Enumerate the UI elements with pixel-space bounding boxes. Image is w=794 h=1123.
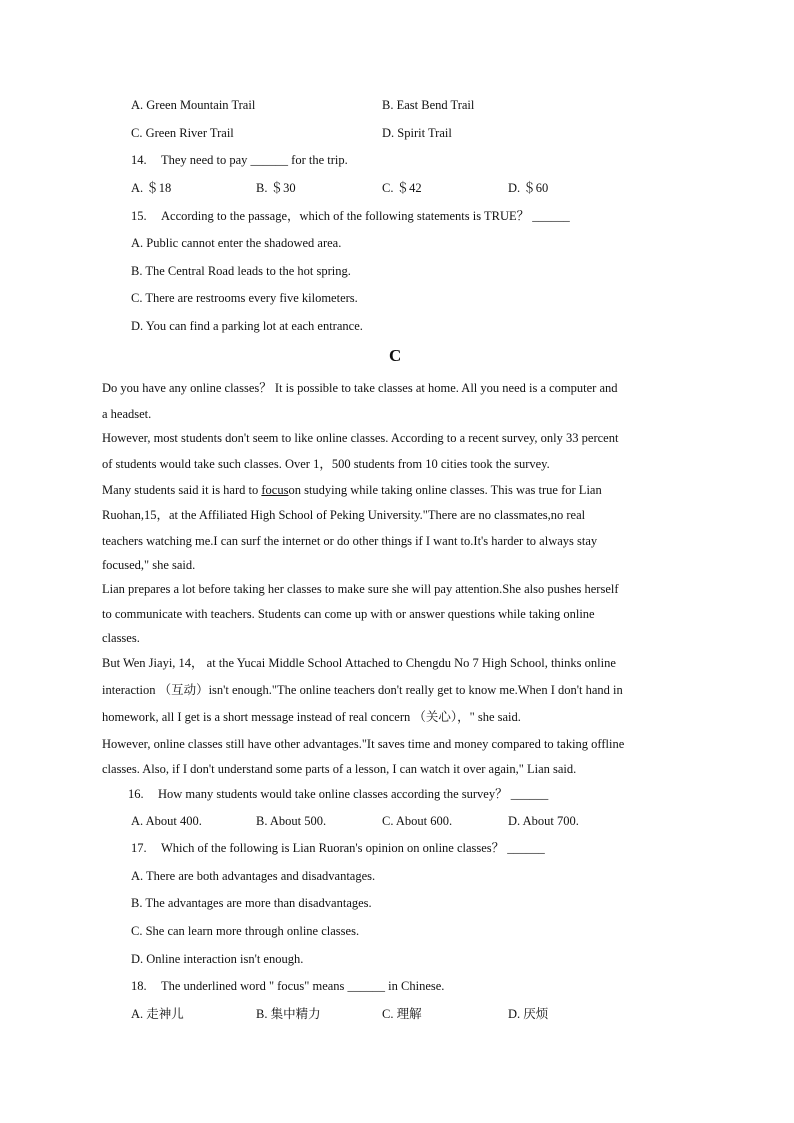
q17-number: 17.	[131, 841, 147, 855]
q16-option-a: A. About 400.	[131, 814, 202, 828]
passage-p4-line3: classes.	[102, 631, 140, 645]
q18-option-c: C. 理解	[382, 1007, 422, 1021]
section-c-heading: C	[389, 346, 402, 365]
q18-question	[131, 978, 444, 994]
q16-option-d: D. About 700.	[508, 814, 579, 828]
q17-stem: Which of the following is Lian Ruoran's opinion on online classes？ ______	[161, 841, 545, 855]
passage-p5-line1: But Wen Jiayi, 14， at the Yucai Middle School Attached to Chengdu No 7 High School, thinks online	[102, 656, 616, 670]
q14-question	[131, 152, 348, 168]
q15-number: 15.	[131, 209, 147, 223]
q15-option-a: A. Public cannot enter the shadowed area.	[131, 236, 342, 250]
q14-option-d: D. ＄60	[508, 181, 549, 195]
q17-option-a: A. There are both advantages and disadvantages.	[131, 869, 376, 883]
passage-p3-line3: teachers watching me.I can surf the internet or do other things if I want to.It's harder to always stay	[102, 534, 598, 548]
q18-stem: The underlined word " focus" means ______ in Chinese.	[161, 979, 445, 993]
q14-option-c: C. ＄42	[382, 181, 422, 195]
passage-p1-line2: a headset.	[102, 407, 152, 421]
passage-p3-line1-before: Many students said it is hard to	[102, 483, 262, 497]
q14-stem: They need to pay ______ for the trip.	[161, 153, 348, 167]
q13-option-a: A. Green Mountain Trail	[131, 98, 256, 112]
q18-option-b: B. 集中精力	[256, 1007, 321, 1021]
q13-option-c: C. Green River Trail	[131, 126, 234, 140]
passage-p3-line2: Ruohan,15，at the Affiliated High School of Peking University."There are no classmates,no real	[102, 508, 586, 522]
passage-p2-line2: of students would take such classes. Over 1，500 students from 10 cities took the survey.	[102, 457, 550, 471]
passage-p4-line2: to communicate with teachers. Students can come up with or answer questions while taking online	[102, 607, 595, 621]
passage-p6-line2: classes. Also, if I don't understand some parts of a lesson, I can watch it over again," Lian said.	[102, 762, 577, 776]
q13-option-b: B. East Bend Trail	[382, 98, 475, 112]
q16-question	[128, 786, 548, 802]
q16-option-c: C. About 600.	[382, 814, 453, 828]
q17-option-c: C. She can learn more through online classes.	[131, 924, 360, 938]
q18-option-d: D. 厌烦	[508, 1007, 549, 1021]
passage-p4-line1: Lian prepares a lot before taking her classes to make sure she will pay attention.She also pushes herself	[102, 582, 619, 596]
passage-p3-line1-after: on studying while taking online classes. This was true for Lian	[288, 483, 602, 497]
q14-number: 14.	[131, 153, 147, 167]
q15-question	[131, 208, 570, 224]
passage-p5-line2: interaction （互动）isn't enough."The online teachers don't really get to know me.When I don't hand in	[102, 683, 623, 697]
q15-stem: According to the passage，which of the following statements is TRUE？ ______	[161, 209, 570, 223]
q14-option-a: A. ＄18	[131, 181, 172, 195]
passage-p5-line3: homework, all I get is a short message instead of real concern （关心），" she said.	[102, 710, 521, 724]
passage-p3-line1	[102, 482, 602, 498]
passage-p1-line1: Do you have any online classes？ It is possible to take classes at home. All you need is a computer and	[102, 381, 618, 395]
q13-option-d: D. Spirit Trail	[382, 126, 452, 140]
passage-p6-line1: However, online classes still have other advantages."It saves time and money compared to taking offline	[102, 737, 625, 751]
q16-stem: How many students would take online classes according the survey？ ______	[158, 787, 549, 801]
q18-number: 18.	[131, 979, 147, 993]
passage-p2-line1: However, most students don't seem to like online classes. According to a recent survey, only 33 percent	[102, 431, 619, 445]
passage-p3-line4: focused," she said.	[102, 558, 196, 572]
q18-option-a: A. 走神儿	[131, 1007, 184, 1021]
q16-option-b: B. About 500.	[256, 814, 327, 828]
q14-option-b: B. ＄30	[256, 181, 296, 195]
q15-option-b: B. The Central Road leads to the hot spring.	[131, 264, 351, 278]
q17-question	[131, 840, 545, 856]
q17-option-d: D. Online interaction isn't enough.	[131, 952, 304, 966]
q15-option-c: C. There are restrooms every five kilometers.	[131, 291, 358, 305]
q15-option-d: D. You can find a parking lot at each entrance.	[131, 319, 363, 333]
underlined-word-focus: focus	[261, 483, 289, 497]
q16-number: 16.	[128, 787, 144, 801]
q17-option-b: B. The advantages are more than disadvantages.	[131, 896, 372, 910]
